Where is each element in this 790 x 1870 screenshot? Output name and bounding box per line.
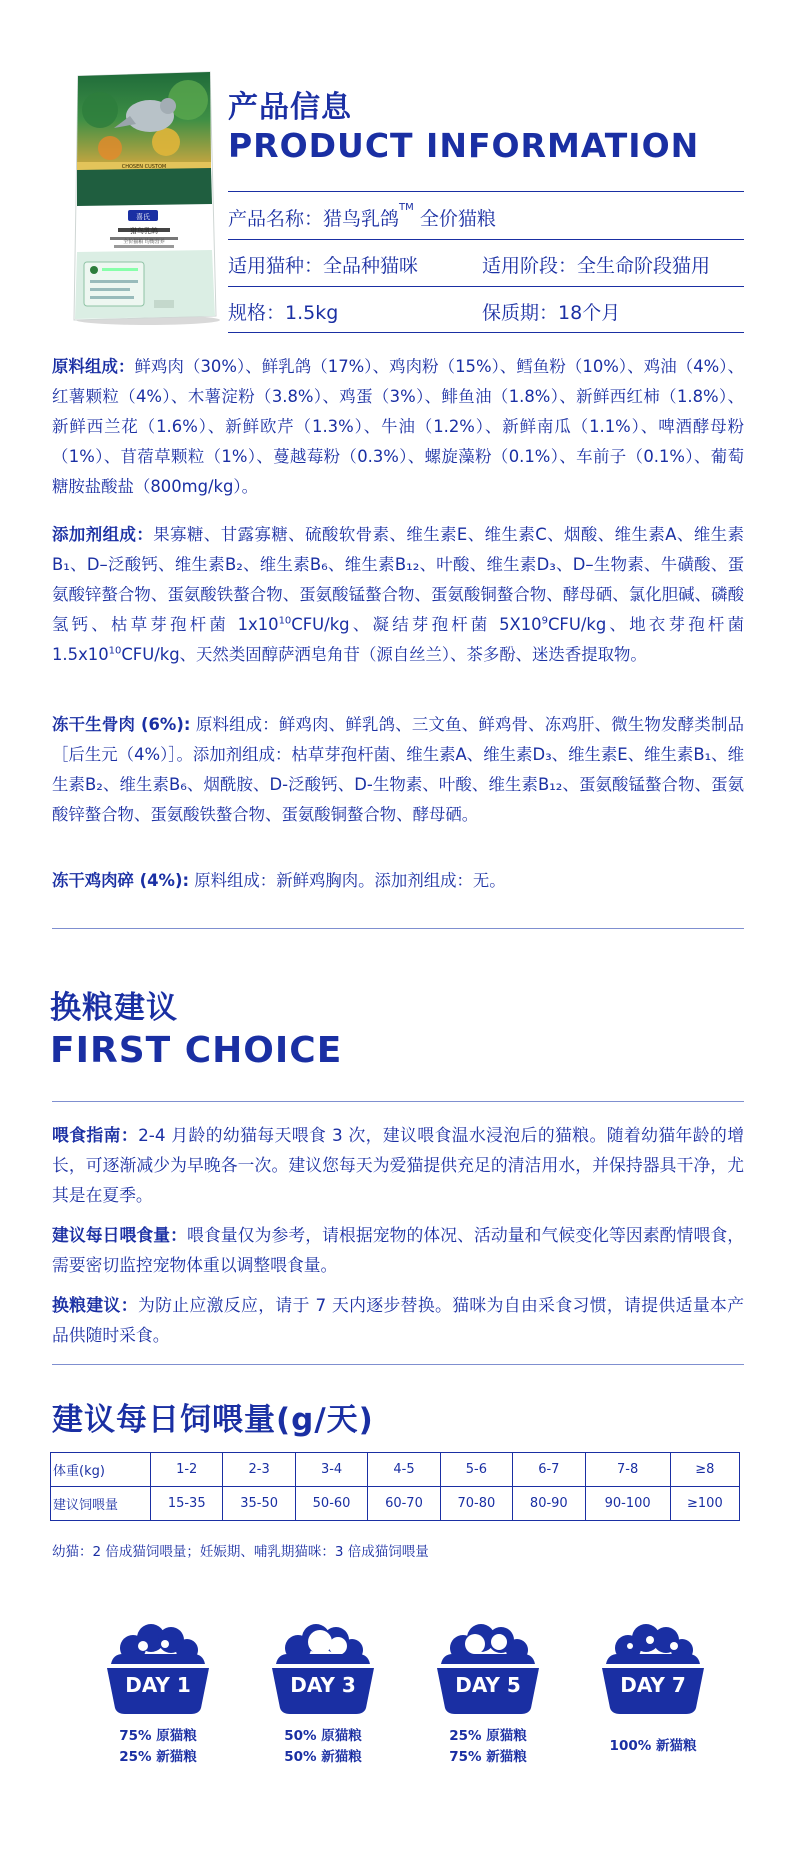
divider bbox=[228, 239, 744, 240]
day-mix bbox=[93, 1726, 223, 1768]
amount-cell: 15-35 bbox=[151, 1487, 223, 1521]
amount-cell: ≥100 bbox=[670, 1487, 739, 1521]
product-name-label: 产品名称： bbox=[228, 208, 324, 230]
choice-title-en: FIRST CHOICE bbox=[50, 1030, 343, 1071]
amount-header: 建议饲喂量 bbox=[51, 1487, 151, 1521]
feeding-title: 建议每日饲喂量(g/天) bbox=[52, 1402, 374, 1438]
day-7-step bbox=[588, 1616, 718, 1754]
day-mix bbox=[258, 1726, 388, 1768]
additive-text-a: 果寡糖、甘露寡糖、硫酸软骨素、维生素E、维生素C、烟酸、维生素A、维生素B₁、D–泛酸钙、维生素B₂、维生素B₆、维生素B₁₂、叶酸、维生素D₃、D–生物素、牛磺酸、蛋氨酸锌螯合物、蛋氨酸铁螯合物、蛋氨酸锰螯合物、蛋氨酸铜螯合物、酵母硒、氯化胆碱、磷酸氢钙、枯草芽孢杆菌 1x10 bbox=[52, 525, 744, 634]
day-label: DAY 5 bbox=[455, 1673, 521, 1697]
mix-line: 75% 原猫粮 bbox=[119, 1728, 197, 1744]
raw-text: 鲜鸡肉（30%）、鲜乳鸽（17%）、鸡肉粉（15%）、鳕鱼粉（10%）、鸡油（4%）、红薯颗粒（4%）、木薯淀粉（3.8%）、鸡蛋（3%）、鲱鱼油（1.8%）、新鲜西红柿（1.8%）、新鲜西兰花（1.6%）、新鲜欧芹（1.3%）、牛油（1.2%）、新鲜南瓜（1.1%）、啤酒酵母粉（1%）、苜蓿草颗粒（1%）、蔓越莓粉（0.3%）、螺旋藻粉（0.1%）、车前子（0.1%）、葡萄糖胺盐酸盐（800mg/kg）。 bbox=[52, 357, 744, 496]
guide-text: 2-4 月龄的幼猫每天喂食 3 次，建议喂食温水浸泡后的猫粮。随着幼猫年龄的增长，可逐渐减少为早晚各一次。建议您每天为爱猫提供充足的清洁用水，并保持器具干净，尤其是在夏季。 bbox=[52, 1125, 744, 1205]
spec-label: 规格： bbox=[228, 302, 286, 324]
product-stage-row bbox=[482, 251, 710, 278]
freeze-chicken-text: 原料组成：新鲜鸡胸肉。添加剂组成：无。 bbox=[194, 871, 506, 890]
weight-cell: 2-3 bbox=[223, 1453, 295, 1487]
product-spec-row bbox=[228, 298, 338, 325]
table-row bbox=[51, 1453, 740, 1487]
freeze-chicken-label: 冻干鸡肉碎 (4%): bbox=[52, 871, 190, 890]
divider bbox=[228, 286, 744, 287]
table-row bbox=[51, 1487, 740, 1521]
guide-label: 喂食指南： bbox=[52, 1125, 139, 1145]
stage-value: 全生命阶段猫用 bbox=[577, 255, 711, 277]
amount-cell: 50-60 bbox=[295, 1487, 367, 1521]
amount-cell: 70-80 bbox=[440, 1487, 512, 1521]
additive-label: 添加剂组成： bbox=[52, 525, 154, 544]
bag-brand-text: 喜氏 bbox=[136, 213, 150, 221]
shelf-label: 保质期： bbox=[482, 302, 559, 324]
shelf-value: 18个月 bbox=[558, 302, 621, 324]
mix-line: 100% 新猫粮 bbox=[609, 1738, 697, 1754]
additive-exp2: 9 bbox=[541, 615, 548, 627]
weight-cell: 7-8 bbox=[585, 1453, 670, 1487]
switch-text: 为防止应激反应，请于 7 天内逐步替换。猫咪为自由采食习惯，请提供适量本产品供随时采食。 bbox=[52, 1295, 744, 1345]
day-mix bbox=[423, 1726, 553, 1768]
trademark-mark: TM bbox=[399, 202, 414, 213]
freeze-dried-bone bbox=[52, 710, 744, 830]
weight-cell: 4-5 bbox=[368, 1453, 440, 1487]
divider bbox=[52, 1364, 744, 1365]
feeding-note: 幼猫：2 倍成猫饲喂量；妊娠期、哺乳期猫咪：3 倍成猫饲喂量 bbox=[52, 1544, 429, 1560]
daily-text: 喂食量仅为参考，请根据宠物的体况、活动量和气候变化等因素酌情喂食，需要密切监控宠物体重以调整喂食量。 bbox=[52, 1225, 744, 1275]
food-bowl-icon bbox=[93, 1616, 223, 1716]
product-name-row bbox=[228, 204, 496, 231]
additive-exp3: 10 bbox=[108, 645, 122, 657]
amount-cell: 90-100 bbox=[585, 1487, 670, 1521]
choice-title-cn: 换粮建议 bbox=[50, 990, 178, 1026]
bag-banner-text: CHOSEN CUSTOM bbox=[121, 164, 167, 170]
mix-line: 25% 新猫粮 bbox=[119, 1749, 197, 1765]
divider bbox=[52, 1101, 744, 1102]
stage-label: 适用阶段： bbox=[482, 255, 578, 277]
product-title-cn: 产品信息 bbox=[228, 90, 352, 125]
freeze-bone-text: 原料组成：鲜鸡肉、鲜乳鸽、三文鱼、鲜鸡骨、冻鸡肝、微生物发酵类制品［后生元（4%）］。添加剂组成：枯草芽孢杆菌、维生素A、维生素D₃、维生素E、维生素B₁、维生素B₂、维生素B₆、烟酰胺、D-泛酸钙、D-生物素、叶酸、维生素B₁₂、蛋氨酸锰螯合物、蛋氨酸锌螯合物、蛋氨酸铁螯合物、蛋氨酸铜螯合物、酵母硒。 bbox=[52, 715, 744, 824]
day-3-step bbox=[258, 1616, 388, 1765]
additive-text-d: CFU/kg、天然类固醇萨洒皂角苷（源自丝兰）、茶多酚、迷迭香提取物。 bbox=[121, 645, 647, 664]
weight-cell: ≥8 bbox=[670, 1453, 739, 1487]
mix-line: 50% 新猫粮 bbox=[284, 1749, 362, 1765]
raw-ingredients bbox=[52, 352, 744, 502]
switch-label: 换粮建议： bbox=[52, 1295, 138, 1315]
amount-cell: 80-90 bbox=[513, 1487, 585, 1521]
mix-line: 75% 新猫粮 bbox=[449, 1749, 527, 1765]
day-label: DAY 7 bbox=[620, 1673, 686, 1697]
food-bowl-icon bbox=[423, 1616, 553, 1716]
product-title-en: PRODUCT INFORMATION bbox=[228, 126, 700, 165]
weight-header: 体重(kg) bbox=[51, 1453, 151, 1487]
food-bowl-icon bbox=[258, 1616, 388, 1716]
day-label: DAY 3 bbox=[290, 1673, 356, 1697]
daily-label: 建议每日喂食量： bbox=[52, 1225, 188, 1245]
product-shelf-row bbox=[482, 298, 620, 325]
weight-cell: 6-7 bbox=[513, 1453, 585, 1487]
bag-name-line2: 全价猫粮 均衡营养 bbox=[123, 239, 165, 245]
divider bbox=[228, 332, 744, 333]
additive-text-c: CFU/kg、地衣芽孢杆菌 1.5x10 bbox=[52, 615, 744, 664]
amount-cell: 35-50 bbox=[223, 1487, 295, 1521]
additive-text-b: CFU/kg、凝结芽孢杆菌 5X10 bbox=[291, 615, 542, 634]
freeze-bone-label: 冻干生骨肉 (6%): bbox=[52, 715, 191, 734]
day-mix bbox=[588, 1736, 718, 1757]
food-bowl-icon bbox=[588, 1616, 718, 1716]
product-name-value: 猎鸟乳鸽 bbox=[323, 208, 400, 230]
bag-name-line1: 猎鸟乳鸽 bbox=[130, 227, 158, 235]
amount-cell: 60-70 bbox=[368, 1487, 440, 1521]
breed-value: 全品种猫咪 bbox=[323, 255, 419, 277]
raw-label: 原料组成： bbox=[52, 357, 135, 376]
weight-cell: 5-6 bbox=[440, 1453, 512, 1487]
product-bag-image bbox=[70, 70, 220, 325]
mix-line: 25% 原猫粮 bbox=[449, 1728, 527, 1744]
spec-value: 1.5kg bbox=[285, 302, 339, 324]
day-5-step bbox=[423, 1616, 553, 1765]
additive-exp1: 10 bbox=[278, 615, 292, 627]
weight-cell: 1-2 bbox=[151, 1453, 223, 1487]
daily-feeding bbox=[52, 1220, 744, 1280]
day-label: DAY 1 bbox=[125, 1673, 191, 1697]
breed-label: 适用猫种： bbox=[228, 255, 324, 277]
feeding-guide bbox=[52, 1120, 744, 1210]
switch-advice bbox=[52, 1290, 744, 1350]
day-1-step bbox=[93, 1616, 223, 1765]
mix-line: 50% 原猫粮 bbox=[284, 1728, 362, 1744]
divider bbox=[228, 191, 744, 192]
divider bbox=[52, 928, 744, 929]
freeze-dried-chicken bbox=[52, 866, 744, 896]
feeding-table bbox=[50, 1452, 740, 1521]
weight-cell: 3-4 bbox=[295, 1453, 367, 1487]
additive-ingredients bbox=[52, 520, 744, 670]
product-breed-row bbox=[228, 251, 418, 278]
product-name-suffix: 全价猫粮 bbox=[413, 208, 496, 230]
